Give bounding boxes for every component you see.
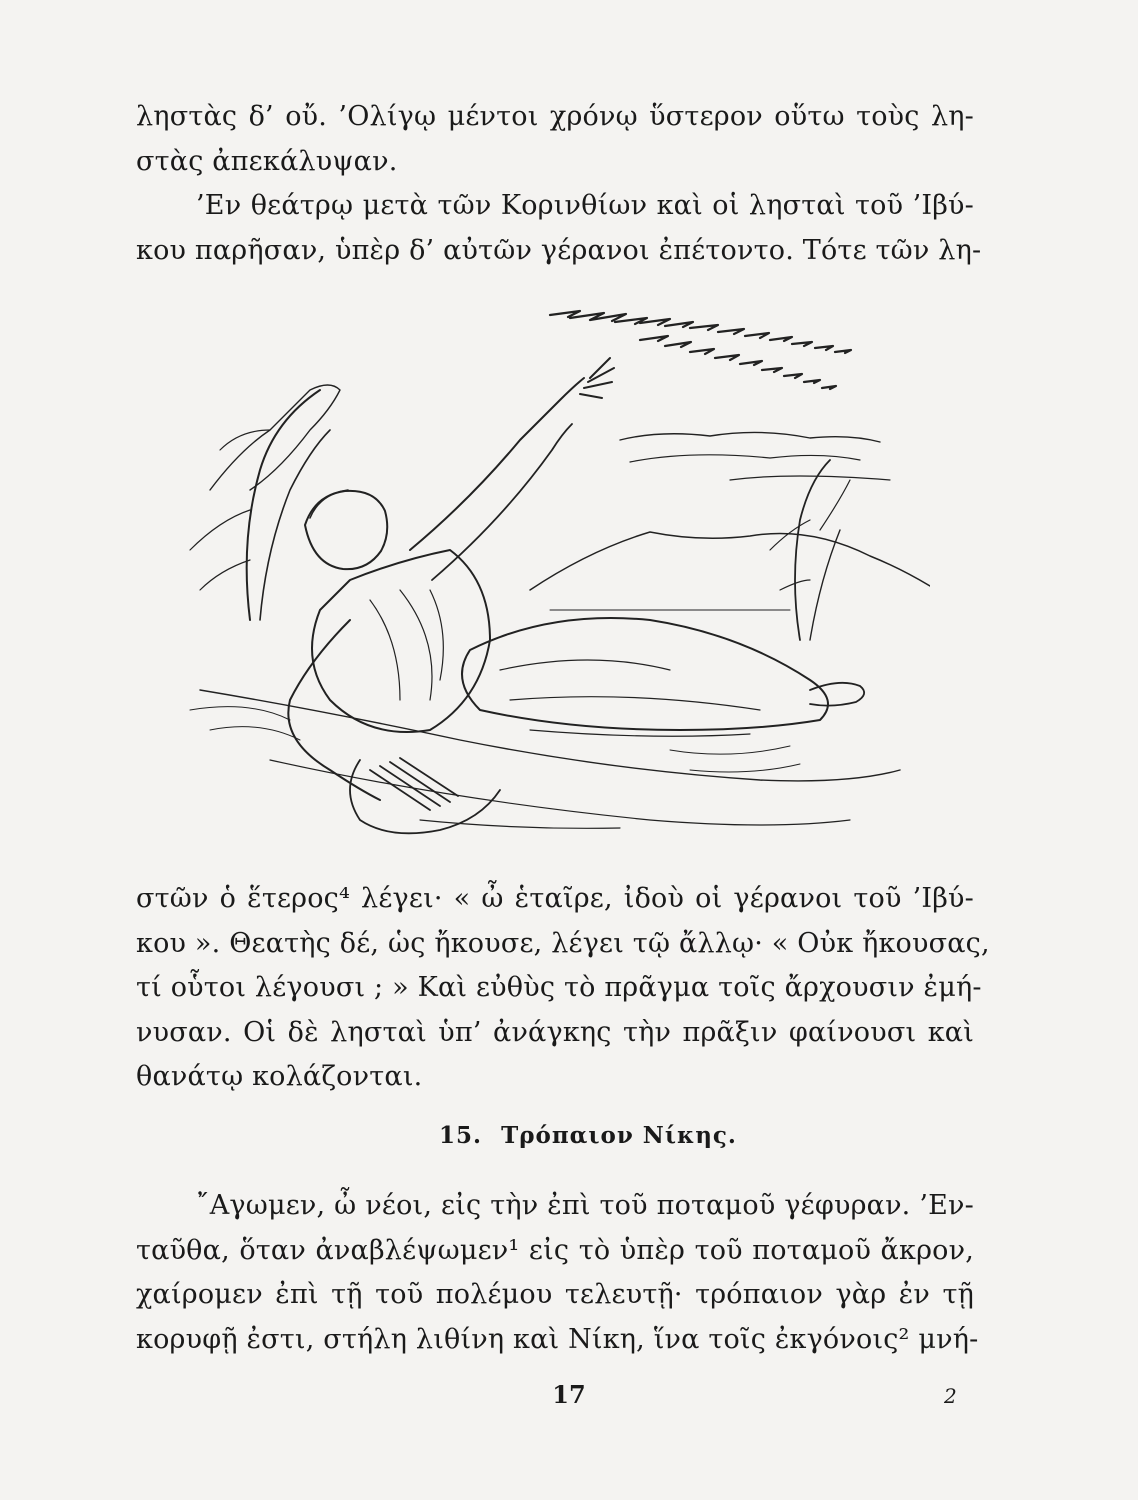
text-line: νυσαν. Οἱ δὲ λησταὶ ὑπ’ ἀνάγκης τὴν πρᾶξιν φαίνουσι καὶ xyxy=(136,1016,974,1048)
text-line: ῎Αγωμεν, ὦ νέοι, εἰς τὴν ἐπὶ τοῦ ποταμοῦ γέφυραν. ’Εν- xyxy=(196,1190,974,1221)
text-line: κορυφῇ ἐστι, στήλη λιθίνη καὶ Νίκη, ἵνα τοῖς ἐκγόνοις² μνή- xyxy=(136,1323,979,1355)
top-paragraph xyxy=(136,95,982,273)
middle-paragraph xyxy=(136,877,990,1100)
text-line: τί οὗτοι λέγουσι ; » Καὶ εὐθὺς τὸ πρᾶγμα τοῖς ἄρχουσιν ἐμή- xyxy=(136,972,982,1003)
text-line: κου παρῆσαν, ὑπὲρ δ’ αὐτῶν γέρανοι ἐπέτοντο. Τότε τῶν λη- xyxy=(136,234,982,266)
text-line: κου ». Θεατὴς δέ, ὡς ἤκουσε, λέγει τῷ ἄλλῳ· « Οὐκ ἤκουσας, xyxy=(136,927,990,959)
text-line: χαίρομεν ἐπὶ τῇ τοῦ πολέμου τελευτῇ· τρόπαιον γὰρ ἐν τῇ xyxy=(136,1279,974,1310)
section-title: Τρόπαιον Νίκης. xyxy=(501,1122,737,1149)
text-line: ληστὰς δ’ οὔ. ’Ολίγῳ μέντοι χρόνῳ ὕστερον οὕτω τοὺς λη- xyxy=(136,101,974,132)
text-line: ’Εν θεάτρῳ μετὰ τῶν Κορινθίων καὶ οἱ λησταὶ τοῦ ’Ιβύ- xyxy=(196,190,974,221)
reclining-poet-illustration xyxy=(170,290,930,860)
text-line: θανάτῳ κολάζονται. xyxy=(136,1061,423,1092)
section-number: 15. xyxy=(439,1122,483,1149)
section-heading xyxy=(0,1122,1138,1149)
text-line: στὰς ἀπεκάλυψαν. xyxy=(136,145,398,177)
signature-mark: 2 xyxy=(944,1384,957,1408)
text-line: στῶν ὁ ἕτερος⁴ λέγει· « ὦ ἑταῖρε, ἰδοὺ οἱ γέρανοι τοῦ ’Ιβύ- xyxy=(136,883,974,914)
text-line: ταῦθα, ὅταν ἀναβλέψωμεν¹ εἰς τὸ ὑπὲρ τοῦ ποταμοῦ ἄκρον, xyxy=(136,1234,974,1266)
bottom-paragraph xyxy=(136,1184,979,1362)
page-number: 17 xyxy=(552,1380,586,1409)
